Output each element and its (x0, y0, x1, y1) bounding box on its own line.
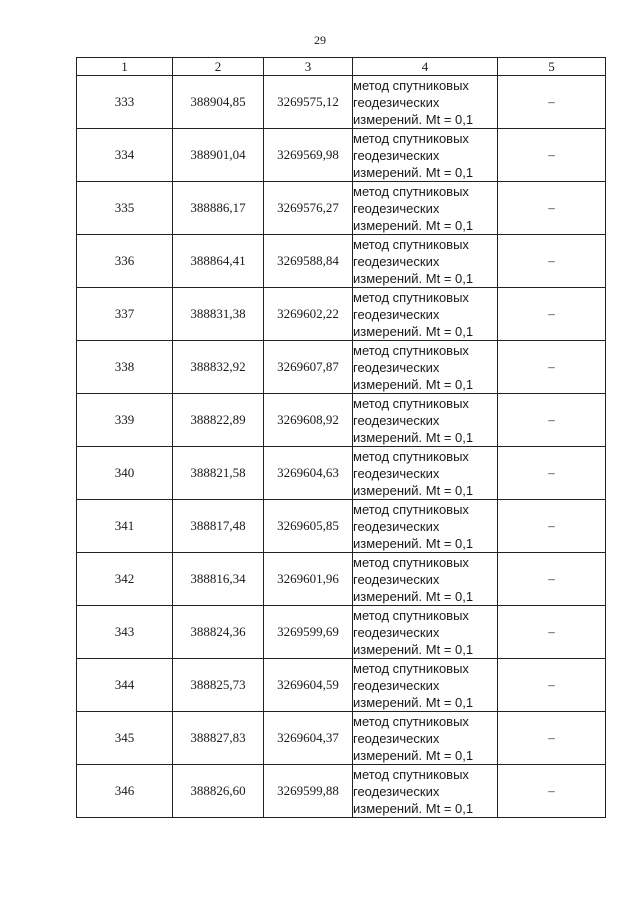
x-coordinate: 388821,58 (173, 447, 264, 500)
method-description (353, 235, 498, 288)
method-line: измерений. Mt = 0,1 (353, 217, 474, 233)
method-line: геодезических (353, 624, 440, 640)
method-description (353, 659, 498, 712)
column-header-4: 4 (353, 58, 498, 76)
note: – (498, 394, 606, 447)
method-line: метод спутниковых (353, 501, 469, 517)
note: – (498, 341, 606, 394)
method-line: геодезических (353, 783, 440, 799)
method-line: геодезических (353, 306, 440, 322)
table-row (77, 288, 606, 341)
method-line: измерений. Mt = 0,1 (353, 747, 474, 763)
point-number: 340 (77, 447, 173, 500)
x-coordinate: 388817,48 (173, 500, 264, 553)
note: – (498, 447, 606, 500)
column-header-2: 2 (173, 58, 264, 76)
method-line: измерений. Mt = 0,1 (353, 111, 474, 127)
table-row (77, 606, 606, 659)
table-row (77, 182, 606, 235)
method-line: метод спутниковых (353, 395, 469, 411)
coordinates-table (76, 57, 606, 818)
method-line: геодезических (353, 253, 440, 269)
method-line: метод спутниковых (353, 236, 469, 252)
method-description (353, 606, 498, 659)
x-coordinate: 388826,60 (173, 765, 264, 818)
method-line: измерений. Mt = 0,1 (353, 376, 474, 392)
method-line: измерений. Mt = 0,1 (353, 482, 474, 498)
y-coordinate: 3269605,85 (264, 500, 353, 553)
y-coordinate: 3269599,69 (264, 606, 353, 659)
y-coordinate: 3269588,84 (264, 235, 353, 288)
y-coordinate: 3269604,37 (264, 712, 353, 765)
method-line: измерений. Mt = 0,1 (353, 694, 474, 710)
method-line: измерений. Mt = 0,1 (353, 800, 474, 816)
note: – (498, 288, 606, 341)
y-coordinate: 3269599,88 (264, 765, 353, 818)
method-description (353, 553, 498, 606)
method-description (353, 765, 498, 818)
table-row (77, 500, 606, 553)
method-line: метод спутниковых (353, 607, 469, 623)
table-row (77, 235, 606, 288)
method-line: метод спутниковых (353, 77, 469, 93)
note: – (498, 712, 606, 765)
method-line: геодезических (353, 730, 440, 746)
method-line: метод спутниковых (353, 448, 469, 464)
method-line: измерений. Mt = 0,1 (353, 270, 474, 286)
note: – (498, 765, 606, 818)
method-description (353, 447, 498, 500)
point-number: 334 (77, 129, 173, 182)
note: – (498, 500, 606, 553)
method-description (353, 500, 498, 553)
x-coordinate: 388822,89 (173, 394, 264, 447)
method-line: измерений. Mt = 0,1 (353, 535, 474, 551)
method-line: метод спутниковых (353, 289, 469, 305)
header-row (77, 58, 606, 76)
point-number: 344 (77, 659, 173, 712)
x-coordinate: 388832,92 (173, 341, 264, 394)
x-coordinate: 388886,17 (173, 182, 264, 235)
y-coordinate: 3269608,92 (264, 394, 353, 447)
table-row (77, 553, 606, 606)
method-line: измерений. Mt = 0,1 (353, 588, 474, 604)
x-coordinate: 388901,04 (173, 129, 264, 182)
note: – (498, 553, 606, 606)
point-number: 342 (77, 553, 173, 606)
y-coordinate: 3269601,96 (264, 553, 353, 606)
table-row (77, 447, 606, 500)
table-header (77, 58, 606, 76)
point-number: 345 (77, 712, 173, 765)
x-coordinate: 388904,85 (173, 76, 264, 129)
x-coordinate: 388864,41 (173, 235, 264, 288)
method-line: измерений. Mt = 0,1 (353, 323, 474, 339)
table-body (77, 76, 606, 818)
note: – (498, 76, 606, 129)
method-line: измерений. Mt = 0,1 (353, 164, 474, 180)
point-number: 339 (77, 394, 173, 447)
method-line: геодезических (353, 147, 440, 163)
x-coordinate: 388831,38 (173, 288, 264, 341)
point-number: 335 (77, 182, 173, 235)
method-line: геодезических (353, 200, 440, 216)
column-header-1: 1 (77, 58, 173, 76)
x-coordinate: 388825,73 (173, 659, 264, 712)
method-description (353, 712, 498, 765)
method-description (353, 394, 498, 447)
y-coordinate: 3269604,63 (264, 447, 353, 500)
method-line: геодезических (353, 359, 440, 375)
method-description (353, 76, 498, 129)
method-line: измерений. Mt = 0,1 (353, 641, 474, 657)
method-line: метод спутниковых (353, 660, 469, 676)
y-coordinate: 3269604,59 (264, 659, 353, 712)
note: – (498, 182, 606, 235)
x-coordinate: 388827,83 (173, 712, 264, 765)
point-number: 337 (77, 288, 173, 341)
table-row (77, 129, 606, 182)
note: – (498, 235, 606, 288)
method-line: измерений. Mt = 0,1 (353, 429, 474, 445)
table-row (77, 712, 606, 765)
point-number: 336 (77, 235, 173, 288)
point-number: 341 (77, 500, 173, 553)
table-row (77, 765, 606, 818)
x-coordinate: 388816,34 (173, 553, 264, 606)
method-line: метод спутниковых (353, 554, 469, 570)
note: – (498, 606, 606, 659)
note: – (498, 659, 606, 712)
point-number: 338 (77, 341, 173, 394)
point-number: 346 (77, 765, 173, 818)
page-number: 29 (314, 33, 326, 47)
y-coordinate: 3269575,12 (264, 76, 353, 129)
table-row (77, 341, 606, 394)
method-line: геодезических (353, 571, 440, 587)
method-line: метод спутниковых (353, 130, 469, 146)
method-description (353, 288, 498, 341)
table-row (77, 394, 606, 447)
method-line: геодезических (353, 412, 440, 428)
method-line: геодезических (353, 518, 440, 534)
method-description (353, 129, 498, 182)
point-number: 343 (77, 606, 173, 659)
y-coordinate: 3269602,22 (264, 288, 353, 341)
method-description (353, 182, 498, 235)
y-coordinate: 3269607,87 (264, 341, 353, 394)
point-number: 333 (77, 76, 173, 129)
column-header-5: 5 (498, 58, 606, 76)
method-line: метод спутниковых (353, 183, 469, 199)
method-line: геодезических (353, 94, 440, 110)
method-line: метод спутниковых (353, 766, 469, 782)
x-coordinate: 388824,36 (173, 606, 264, 659)
note: – (498, 129, 606, 182)
table-row (77, 659, 606, 712)
method-line: геодезических (353, 465, 440, 481)
method-line: метод спутниковых (353, 713, 469, 729)
method-line: метод спутниковых (353, 342, 469, 358)
y-coordinate: 3269569,98 (264, 129, 353, 182)
y-coordinate: 3269576,27 (264, 182, 353, 235)
column-header-3: 3 (264, 58, 353, 76)
table-row (77, 76, 606, 129)
method-description (353, 341, 498, 394)
method-line: геодезических (353, 677, 440, 693)
